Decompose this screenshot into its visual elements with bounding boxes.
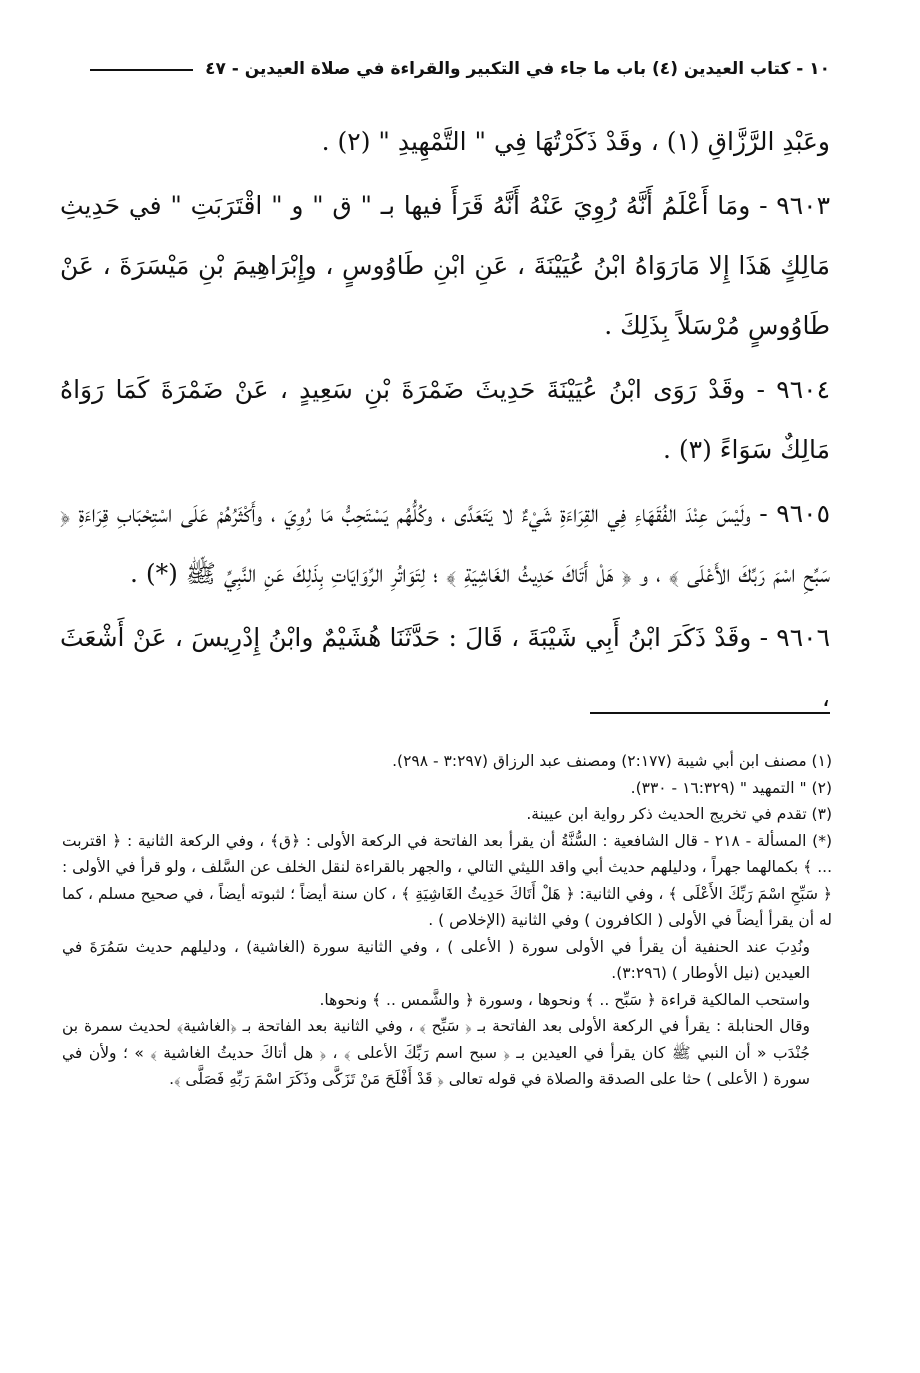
header-title: ١٠ - كتاب العيدين (٤) باب ما جاء في التكبير والقراءة في صلاة العيدين - ٤٧ — [205, 59, 830, 79]
footnote-star: (*) المسألة - ٢١٨ - قال الشافعية : السُّنَّةُ أن يقرأ بعد الفاتحة في الركعة الأولى : ﴿ق﴾ ، وفي الركعة الثانية : ﴿ اقتربت ... ﴾ بكمالهما جهراً ، ودليلهم حديث أبي واقد الليثي التالي ، والجهر بالقراءة لنقل الخلف عن السَّلف ، ولو قرأ في الأولى : ﴿ سَبِّحِ اسْمَ رَبِّكَ الأَعْلَى ﴾ ، وفي الثانية: ﴿ هَلْ أَتَاكَ حَدِيثُ الغَاشِيَةِ ﴾ ، كان سنة أيضاً ؛ لثبوته أيضاً ، في صحيح مسلم ، كما له أن يقرأ أيضاً في الأولى ( الكافرون ) وفي الثانية (الإخلاص ) . — [62, 831, 832, 929]
header-rule — [90, 69, 193, 71]
footnote-3: (٣) تقدم في تخريج الحديث ذكر رواية ابن عيينة. — [526, 805, 832, 823]
paragraph-9603: ٩٦٠٣ - ومَا أَعْلَمُ أَنَّهُ رُوِيَ عَنْهُ أَنَّهُ قَرَأَ فيها بـ " ق " و " اقْتَرَبَتِ " في حَدِيثِ مَالِكٍ هَذَا إِلا مَارَوَاهُ ابْنُ عُيَيْنَةَ ، عَنِ ابْنِ طَاوُوسٍ ، وإِبْرَاهِيمَ بْنِ مَيْسَرَةَ ، عَنْ طَاوُوسٍ مُرْسَلاً بِذَلِكَ . — [60, 191, 830, 340]
footnotes — [62, 748, 832, 1093]
paragraph-9606: ٩٦٠٦ - وقَدْ ذَكَرَ ابْنُ أَبِي شَيْبَةَ ، قَالَ : حَدَّثَنَا هُشَيْمٌ وابْنُ إِدْرِيسَ ، عَنْ أَشْعَثَ ، — [60, 623, 830, 712]
running-header — [90, 52, 830, 86]
paragraph-9605: ٩٦٠٥ - ولَيْسَ عِنْدَ الفُقَهَاءِ فِي القِرَاءَةِ شَيْءٌ لا يَتَعَدَّى ، وكُلُّهُم يَسْتَحِبُّ مَا رُوِيَ ، وأَكْثَرُهُمْ عَلَى اسْتِحْبَابِ قِرَاءَةِ ﴿ سَبِّحِ اسْمَ رَبِّكَ الأَعْلَى ﴾ ، و ﴿ هَلْ أَتَاكَ حَدِيثُ الغَاشِيَةِ ﴾ ؛ لِتَوَاتُرِ الرِّوَايَاتِ بِذَلِكَ عَنِ النَّبِيِّ ﷺ (*) . — [60, 499, 830, 588]
footnote-maliki: واستحب المالكية قراءة ﴿ سَبِّح .. ﴾ ونحوها ، وسورة ﴿ والشَّمس .. ﴾ ونحوها. — [319, 990, 810, 1009]
footnote-hanbali: وقال الحنابلة : يقرأ في الركعة الأولى بعد الفاتحة بـ ﴿ سَبِّح ﴾ ، وفي الثانية بعد الفاتحة بـ ﴿الغاشية﴾ لحديث سمرة بن جُنْدَب « أن النبي ﷺ كان يقرأ في العيدين بـ ﴿ سبح اسم رَبِّكَ الأعلى ﴾ ، ﴿ هل أتاكَ حديثُ الغاشية ﴾ » ؛ ولأن في سورة ( الأعلى ) حثا على الصدقة والصلاة في قوله تعالى ﴿ قَدْ أَفْلَحَ مَنْ تَزَكَّى وذَكَرَ اسْمَ رَبِّهِ فَصَلَّى ﴾. — [62, 1017, 810, 1088]
footnote-separator — [590, 712, 830, 714]
paragraph-9604: ٩٦٠٤ - وقَدْ رَوَى ابْنُ عُيَيْنَةَ حَدِيثَ ضَمْرَةَ بْنِ سَعِيدٍ ، عَنْ ضَمْرَةَ كَمَا رَوَاهُ مَالِكٌ سَوَاءً (٣) . — [60, 375, 830, 464]
main-text — [60, 112, 830, 732]
footnote-2: (٢) " التمهيد " (١٦:٣٢٩ - ٣٣٠). — [630, 778, 832, 797]
footnote-hanafi: ونُدِبَ عند الحنفية أن يقرأ في الأولى سورة ( الأعلى ) ، وفي الثانية سورة (الغاشية) ، ودليلهم حديث سَمُرَةَ في العيدين (نيل الأوطار ) (٣:٢٩٦). — [62, 937, 810, 982]
paragraph-continuation: وعَبْدِ الرَّزَّاقِ (١) ، وقَدْ ذَكَرْتُهَا فِي " التَّمْهِيدِ " (٢) . — [321, 127, 830, 156]
footnote-1: (١) مصنف ابن أبي شيبة (٢:١٧٧) ومصنف عبد الرزاق (٣:٢٩٧ - ٢٩٨). — [392, 752, 832, 770]
